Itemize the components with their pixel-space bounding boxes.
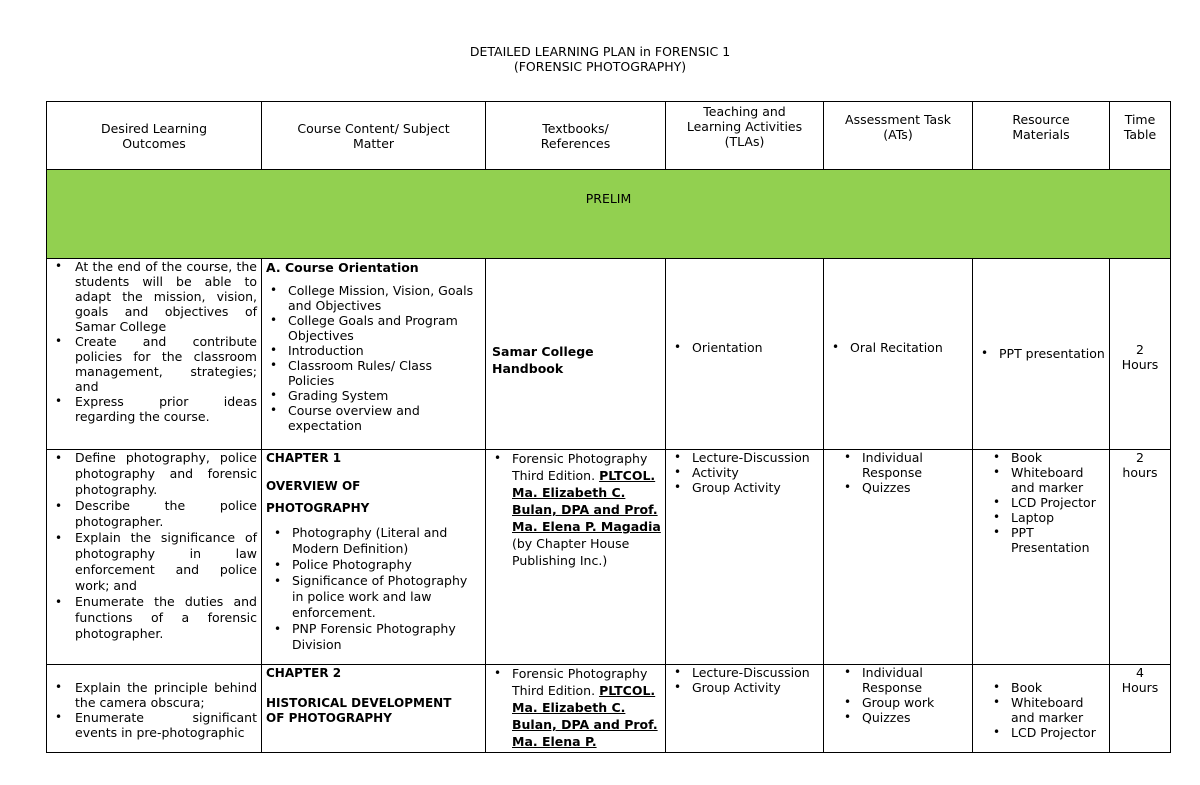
reference-publisher: (by Chapter House Publishing Inc.): [512, 536, 630, 568]
prelim-label: PRELIM: [47, 170, 1171, 259]
list-item: • Group work: [840, 695, 968, 710]
list-item: • Classroom Rules/ Class Policies: [266, 358, 481, 388]
header-references: Textbooks/ References: [486, 102, 666, 170]
chapter-title: HISTORICAL DEVELOPMENT OF PHOTOGRAPHY: [266, 696, 452, 725]
resources-list: [977, 680, 1105, 740]
tlas-list: [670, 665, 819, 695]
list-item: • Define photography, police photography and forensic photography.: [51, 450, 257, 498]
title-line-1: DETAILED LEARNING PLAN in FORENSIC 1: [469, 44, 731, 59]
prelim-row: [47, 170, 1171, 259]
resources-list: [977, 346, 1105, 361]
list-item: • Lecture-Discussion: [670, 665, 819, 680]
tlas-cell: [666, 259, 824, 450]
list-item: • Lecture-Discussion: [670, 450, 819, 465]
list-item: • LCD Projector: [989, 495, 1105, 510]
list-item: • Individual Response: [840, 450, 968, 480]
reference-cell: [486, 450, 666, 665]
list-item: • Photography (Literal and Modern Definition): [270, 525, 481, 557]
list-item: • Enumerate the duties and functions of a forensic photographer.: [51, 594, 257, 642]
list-item: • At the end of the course, the students will be able to adapt the mission, vision, goals and objectives of Samar College: [51, 259, 257, 334]
resources-cell: [973, 259, 1110, 450]
list-item: • Police Photography: [270, 557, 481, 573]
tlas-cell: [666, 665, 824, 753]
time-cell: 2 Hours: [1110, 259, 1171, 450]
learning-plan-table: [46, 101, 1171, 753]
list-item: • Book: [989, 680, 1105, 695]
list-item: • College Mission, Vision, Goals and Objectives: [266, 283, 481, 313]
list-item: • PNP Forensic Photography Division: [270, 621, 481, 653]
list-item: • Enumerate significant events in pre-photographic: [51, 710, 257, 740]
outcomes-cell: [47, 259, 262, 450]
table-row: [47, 665, 1171, 753]
outcomes-list: [51, 259, 257, 424]
list-item: • Activity: [670, 465, 819, 480]
title-line-2: (FORENSIC PHOTOGRAPHY): [513, 59, 687, 74]
tlas-cell: [666, 450, 824, 665]
reference-authors: PLTCOL. Ma. Elizabeth C. Bulan, DPA and Prof. Ma. Elena P. Magadia: [512, 468, 661, 534]
assessment-list: [828, 340, 968, 355]
list-item: [490, 450, 661, 569]
header-resources: Resource Materials: [973, 102, 1110, 170]
list-item: • Significance of Photography in police work and law enforcement.: [270, 573, 481, 621]
header-content: Course Content/ Subject Matter: [262, 102, 486, 170]
chapter-title: OVERVIEW OF PHOTOGRAPHY: [266, 479, 370, 515]
content-list: [266, 525, 481, 653]
resources-cell: [973, 665, 1110, 753]
list-item: • PPT presentation: [977, 346, 1105, 361]
reference-text: Forensic Photography Third Edition.: [512, 451, 648, 483]
chapter-number: CHAPTER 2: [266, 666, 342, 680]
header-outcomes: Desired Learning Outcomes: [47, 102, 262, 170]
assessment-cell: [824, 259, 973, 450]
list-item: • Explain the principle behind the camera obscura;: [51, 680, 257, 710]
reference-cell: [486, 665, 666, 753]
outcomes-list: [51, 680, 257, 740]
assessment-cell: [824, 665, 973, 753]
outcomes-cell: [47, 665, 262, 753]
list-item: • Explain the significance of photography in law enforcement and police work; and: [51, 530, 257, 594]
outcomes-list: [51, 450, 257, 642]
list-item: • Quizzes: [840, 480, 968, 495]
list-item: • Course overview and expectation: [266, 403, 481, 433]
list-item: • Grading System: [266, 388, 481, 403]
reference-text: Forensic Photography Third Edition.: [512, 666, 648, 698]
list-item: [490, 665, 661, 750]
list-item: • Express prior ideas regarding the course.: [51, 394, 257, 424]
time-cell: 2 hours: [1110, 450, 1171, 665]
assessment-cell: [824, 450, 973, 665]
content-cell: [262, 259, 486, 450]
assessment-list: [828, 665, 968, 725]
content-cell: [262, 665, 486, 753]
reference-cell: [486, 259, 666, 450]
header-row: [47, 102, 1171, 170]
tlas-list: [670, 340, 819, 355]
list-item: • PPT Presentation: [989, 525, 1105, 555]
list-item: • Orientation: [670, 340, 819, 355]
list-item: • College Goals and Program Objectives: [266, 313, 481, 343]
time-cell: 4 Hours: [1110, 665, 1171, 753]
list-item: • Book: [989, 450, 1105, 465]
content-heading: A. Course Orientation: [266, 260, 419, 275]
resources-cell: [973, 450, 1110, 665]
reference-authors: PLTCOL. Ma. Elizabeth C. Bulan, DPA and Prof. Ma. Elena P.: [512, 683, 658, 749]
header-tlas: Teaching and Learning Activities (TLAs): [666, 102, 824, 170]
assessment-list: [828, 450, 968, 495]
reference-text: Samar College Handbook: [492, 344, 594, 376]
list-item: • Whiteboard and marker: [989, 695, 1105, 725]
list-item: • Individual Response: [840, 665, 968, 695]
list-item: • Whiteboard and marker: [989, 465, 1105, 495]
header-time: Time Table: [1110, 102, 1171, 170]
list-item: • Group Activity: [670, 680, 819, 695]
list-item: • Create and contribute policies for the classroom management, strategies; and: [51, 334, 257, 394]
reference-list: [490, 665, 661, 750]
document-title: [0, 44, 1200, 74]
chapter-number: CHAPTER 1: [266, 451, 342, 465]
reference-list: [490, 450, 661, 569]
list-item: • Laptop: [989, 510, 1105, 525]
list-item: • Introduction: [266, 343, 481, 358]
list-item: • Oral Recitation: [828, 340, 968, 355]
header-assessment: Assessment Task (ATs): [824, 102, 973, 170]
tlas-list: [670, 450, 819, 495]
list-item: • Group Activity: [670, 480, 819, 495]
table-row: [47, 450, 1171, 665]
list-item: • LCD Projector: [989, 725, 1105, 740]
table-row: [47, 259, 1171, 450]
content-cell: [262, 450, 486, 665]
list-item: • Describe the police photographer.: [51, 498, 257, 530]
resources-list: [977, 450, 1105, 555]
list-item: • Quizzes: [840, 710, 968, 725]
content-list: [266, 283, 481, 433]
outcomes-cell: [47, 450, 262, 665]
